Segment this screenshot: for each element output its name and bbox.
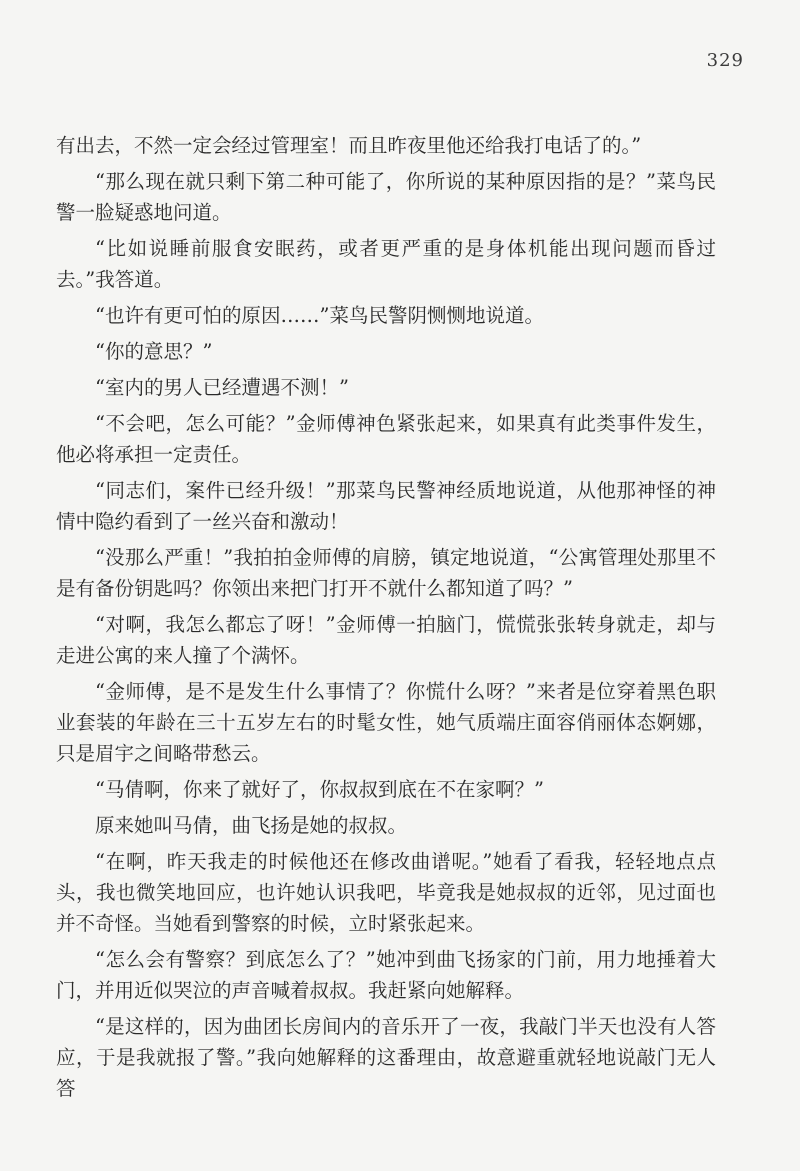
paragraph: “是这样的，因为曲团长房间内的音乐开了一夜，我敲门半天也没有人答应，于是我就报了警。”我向她解释的这番理由，故意避重就轻地说敲门无人答 (56, 1015, 716, 1100)
paragraph: “不会吧，怎么可能？”金师傅神色紧张起来，如果真有此类事件发生，他必将承担一定责任。 (56, 412, 716, 466)
paragraph: “金师傅，是不是发生什么事情了？你慌什么呀？”来者是位穿着黑色职业套装的年龄在三十五岁左右的时髦女性，她气质端庄面容俏丽体态婀娜，只是眉宇之间略带愁云。 (56, 680, 716, 765)
text-body (56, 130, 716, 1109)
page-number: 329 (706, 50, 744, 71)
paragraph: “室内的男人已经遭遇不测！” (95, 376, 349, 399)
paragraph: “那么现在就只剩下第二种可能了，你所说的某种原因指的是？”菜鸟民警一脸疑惑地问道。 (56, 170, 716, 224)
paragraph: “比如说睡前服食安眠药，或者更严重的是身体机能出现问题而昏过去。”我答道。 (56, 237, 716, 291)
paragraph: “你的意思？” (95, 340, 213, 363)
paragraph: “同志们，案件已经升级！”那菜鸟民警神经质地说道，从他那神怪的神情中隐约看到了一丝兴奋和激动！ (56, 479, 716, 533)
paragraph: “马倩啊，你来了就好了，你叔叔到底在不在家啊？” (95, 778, 544, 801)
paragraph: “怎么会有警察？到底怎么了？”她冲到曲飞扬家的门前，用力地捶着大门，并用近似哭泣的声音喊着叔叔。我赶紧向她解释。 (56, 948, 716, 1002)
paragraph: 有出去，不然一定会经过管理室！而且昨夜里他还给我打电话了的。” (56, 134, 642, 157)
paragraph: “没那么严重！”我拍拍金师傅的肩膀，镇定地说道，“公寓管理处那里不是有备份钥匙吗？你领出来把门打开不就什么都知道了吗？” (56, 546, 716, 600)
paragraph: “在啊，昨天我走的时候他还在修改曲谱呢。”她看了看我，轻轻地点点头，我也微笑地回应，也许她认识我吧，毕竟我是她叔叔的近邻，见过面也并不奇怪。当她看到警察的时候，立时紧张起来。 (56, 850, 716, 935)
paragraph: “也许有更可怕的原因……”菜鸟民警阴恻恻地说道。 (95, 304, 544, 327)
paragraph: 原来她叫马倩，曲飞扬是她的叔叔。 (95, 814, 408, 837)
paragraph: “对啊，我怎么都忘了呀！”金师傅一拍脑门，慌慌张张转身就走，却与走进公寓的来人撞了个满怀。 (56, 613, 716, 667)
